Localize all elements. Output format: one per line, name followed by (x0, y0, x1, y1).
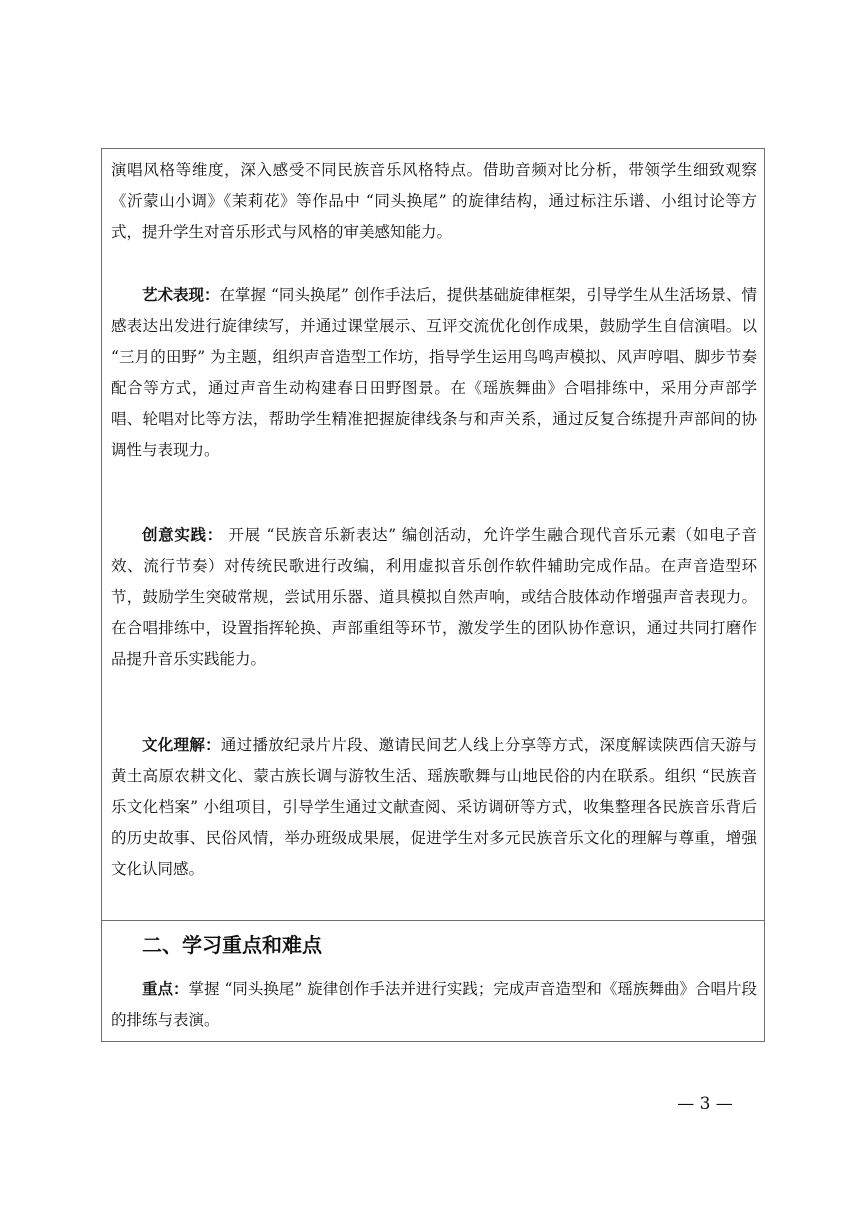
cultural-understanding-text: 通过播放纪录片片段、邀请民间艺人线上分享等方式，深度解读陕西信天游与黄土高原农耕文化、蒙古族长调与游牧生活、瑶族歌舞与山地民俗的内在联系。组织 “民族音乐文化档案” 小组项目，引导学生通过文献查阅、采访调研等方式，收集整理各民族音乐背后的历史故事、民俗风情，举办班级成果展，促进学生对多元民族音乐文化的理解与尊重，增强文化认同感。 (111, 736, 757, 878)
art-expression-label: 艺术表现： (142, 285, 220, 304)
art-expression-paragraph (111, 279, 757, 466)
key-points-paragraph (111, 973, 757, 1036)
creative-practice-paragraph (111, 519, 757, 675)
key-points-label: 重点： (142, 979, 189, 998)
content-table (101, 148, 765, 1042)
continuation-paragraph: 演唱风格等维度，深入感受不同民族音乐风格特点。借助音频对比分析，带领学生细致观察《沂蒙山小调》《茉莉花》等作品中 “同头换尾” 的旋律结构，通过标注乐谱、小组讨论等方式，提升学生对音乐形式与风格的审美感知能力。 (111, 161, 757, 241)
section-title: 二、学习重点和难点 (142, 933, 322, 957)
cultural-understanding-label: 文化理解： (142, 735, 221, 754)
cultural-understanding-paragraph (111, 729, 757, 885)
key-points-text: 掌握 “同头换尾” 旋律创作手法并进行实践；完成声音造型和《瑶族舞曲》合唱片段的排练与表演。 (111, 980, 757, 1029)
art-expression-text: 在掌握 “同头换尾” 创作手法后，提供基础旋律框架，引导学生从生活场景、情感表达出发进行旋律续写，并通过课堂展示、互评交流优化创作成果，鼓励学生自信演唱。以 “三月的田野” 为主题，组织声音造型工作坊，指导学生运用鸟鸣声模拟、风声哼唱、脚步节奏配合等方式，通过声音生动构建春日田野图景。在《瑶族舞曲》合唱排练中，采用分声部学唱、轮唱对比等方法，帮助学生精准把握旋律线条与和声关系，通过反复合练提升声部间的协调性与表现力。 (111, 286, 757, 459)
creative-practice-text: 开展 “民族音乐新表达” 编创活动，允许学生融合现代音乐元素（如电子音效、流行节奏）对传统民歌进行改编，利用虚拟音乐创作软件辅助完成作品。在声音造型环节，鼓励学生突破常规，尝试用乐器、道具模拟自然声响，或结合肢体动作增强声音表现力。在合唱排练中，设置指挥轮换、声部重组等环节，激发学生的团队协作意识，通过共同打磨作品提升音乐实践能力。 (111, 526, 757, 668)
creative-practice-label: 创意实践： (142, 525, 223, 544)
page-number: — 3 — (677, 1094, 733, 1114)
objectives-cell (102, 149, 764, 921)
